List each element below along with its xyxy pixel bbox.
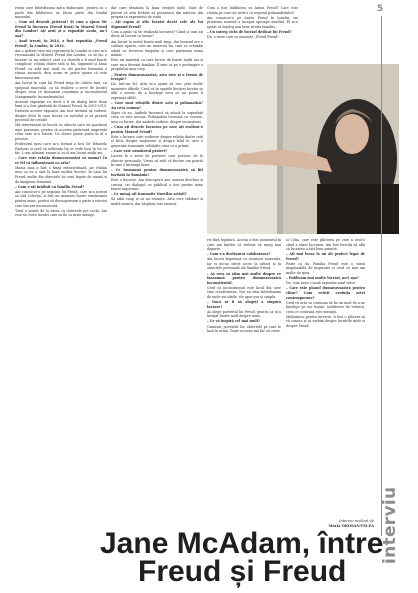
question-text: – Anul trecut, în 2014, a fost expoziția „Freud Freud", la Londra, în 2014. (15, 39, 107, 48)
paragraph: Lucrez la o serie de portrete care pornesc de la obiecte personale. Vreau să arăt că fiecare om poartă în sine o întreagă lume. (111, 154, 203, 168)
question-text: – Ce înseamnă pentru dumneavoastră să fiți invitată în România? (111, 168, 203, 177)
question-text: – Care sunt relațiile dintre artă și psihanaliză? Au ceva comun? (111, 101, 203, 110)
headline-line-1: Jane McAdam, între (100, 527, 384, 560)
question-text: – Care este relația dumneavoastră cu mama? În ce fel vă influențează ea arta? (15, 156, 107, 165)
question-text: – Ce mesaj ați transmite tinerilor artiști? (111, 192, 187, 197)
paragraph: Oamenii, poveștile lor, obiectele pe care le lasă în urmă. Toate acestea mă fac să creez. (207, 324, 281, 334)
question-text: – Cum s-a desfășurat colaborarea? (207, 252, 271, 257)
question-text: – Pentru dumneavoastră, arta este și o formă de terapie? (111, 72, 203, 82)
article-headline (10, 527, 384, 588)
paragraph: Mulțumesc pentru interviu. A fost o plăcere să vă cunosc și să vorbim despre lucrările mele și despre Freud. (286, 314, 365, 328)
question-text: – Cum v-ați întâlnit cu familia Freud? (15, 184, 85, 189)
text-column-4 (286, 238, 365, 520)
paragraph: Am lucrat în casa lui Freud timp de câteva luni, cu sprijinul muzeului, ca să realizez o serie de lucrări despre ceea ce înseamnă conștiința și inconștientul (Anagramele Inconștientului). (15, 81, 107, 99)
paragraph: Totul a pornit de la ideea că obiectele pot vorbi. Am vrut să creez lucrări care să fie ca niște mesaje. (15, 208, 107, 218)
question-text: – Publicăm mai multe lucrări, nu-i așa? (286, 276, 359, 281)
paragraph (111, 168, 203, 177)
paragraph (111, 125, 203, 134)
paragraph: Aș alege portretul lui Freud, pentru că m-a învățat foarte mult despre mine. (207, 309, 281, 319)
paragraph: Sigur că au. Ambele încearcă să aducă la suprafață ceea ce este ascuns. Psihanaliza lucrează cu cuvinte, arta cu forme, dar ambele vorbesc despre inconștient. (111, 110, 203, 124)
paragraph (207, 30, 298, 35)
paragraph: Este o lucrare care vorbește despre relația dintre tată și fiică, despre moștenire și despre felul în care o generație transmite celeilalte ceea ce a primit. (111, 134, 203, 148)
question-text: – Un întreg ciclu de lucrări dedicat lui Freud? (207, 29, 292, 34)
text-column-3-bottom (207, 238, 281, 520)
paragraph (111, 149, 203, 154)
paragraph (15, 156, 107, 165)
paragraph (111, 73, 203, 82)
paragraph (286, 286, 365, 300)
paragraph: Poate că da. Familia Freud este o sursă inepuizabilă de inspirație și cred că mai am multe de spus. (286, 261, 365, 276)
paragraph: Cred că arta va continua să fie un mod de a ne înțelege pe noi înșine. Indiferent de tehnică, ceea ce contează este mesajul. (286, 300, 365, 314)
paragraph: Să aibă curaj și să nu renunțe. Arta cere răbdare și multă muncă, dar răsplata este imensă. (111, 197, 203, 206)
paragraph: Da, într-un fel. Arta m-a ajutat să trec prin multe momente dificile. Cred că în spatele fiecărei lucrări se află o nevoie de a înțelege ceva ce nu poate fi exprimat altfel. (111, 82, 203, 100)
byline-author: Maria OROSAN-TELEA (328, 523, 374, 528)
section-sidebar (368, 4, 418, 593)
question-text: – Ați mai lucra la un alt proiect legat de Freud? (286, 252, 365, 261)
byline-intro: Interviu realizat de (339, 519, 374, 523)
paragraph (207, 252, 281, 257)
paragraph (286, 252, 365, 261)
paragraph (207, 319, 281, 324)
question-text: – Care este planul dumneavoastră pentru viitor? Cum vedeți evoluția artei contemporane? (286, 286, 365, 300)
headline-line-2: Freud și Freud (138, 555, 347, 588)
paragraph (111, 101, 203, 110)
question-text: – Cum ați descrie lucrarea pe care ați realizat-o pentru Muzeul Freud? (111, 125, 203, 134)
question-text: – Ce vă inspiră cel mai mult? (207, 319, 261, 324)
question-text: – Ați expus și alte lucrări decât cele ale lui Sigmund Freud? (111, 20, 203, 29)
section-divider-line (381, 16, 382, 536)
paragraph (207, 272, 281, 286)
paragraph: Este o bucurie. Am descoperit aici oameni deschiși și curioși, iar dialogul cu publicul a fost pentru mine foarte important. (111, 178, 203, 192)
question-text: – Care este următorul proiect? (111, 148, 168, 153)
paragraph (207, 300, 281, 309)
paragraph (286, 276, 365, 281)
paragraph: Da, vom avea o nouă expoziție anul viitor. (286, 281, 356, 286)
paragraph: rei fără legătură. Acesta a fost momentul în care am înțeles că trebuie să merg mai departe. (207, 238, 281, 252)
section-label: interviu (380, 486, 400, 564)
paragraph: Această expoziție s-a dorit a fi un dialog între două lumi și a fost găzduită de Muzeul Freud, în 2009-2010. Datorită acestei expoziții, am fost invitată să vorbesc despre felul în care lucrez cu metalul și să prezint procesul de creație. (15, 99, 107, 123)
paragraph: Profesorul meu care m-a format a fost Sir Eduardo Paolozzi și cred că influența lui se vede încă în tot ce fac. L-am admirat enorm și cu el am lucrat mulți ani. (15, 142, 107, 156)
paragraph: dar care rămânea la baza creației mele. Sunt de părere că arta trebuie să pornească din interior, din propria ta experiență de viață. (111, 6, 203, 20)
question-text: – Dacă ar fi să alegeți o singură lucrare? (207, 300, 281, 309)
question-text: – Aș vrea să știm mai multe despre ce înseamnă pentru dumneavoastră inconștientul. (207, 271, 281, 285)
page-number: 5 (376, 4, 384, 14)
paragraph: Cum a fost întâlnirea cu Anton Freud? Care este relația pe care ați avut-o cu nepotul psihanalistului? (207, 6, 298, 15)
paragraph (15, 20, 107, 38)
paragraph (111, 192, 203, 197)
text-column-2 (111, 6, 203, 520)
paragraph: Am cunoscut-o pe nepoata lui Freud, care m-a invitat să văd colecția. A fost un moment foarte emoționant pentru mine, pentru că descoperisem o parte a istoriei care îmi era necunoscută. (15, 189, 107, 208)
paragraph: Am lucrat împreună cu curatorii muzeului, iar ei mi-au oferit acces la arhivă și la obiectele personale ale familiei Freud. (207, 257, 281, 271)
paragraph (111, 20, 203, 29)
paragraph: Am lucrat în metal foarte mult timp, dar bronzul are o calitate aparte, este un material viu care se schimbă odată cu trecerea timpului și care păstrează urma mâinii. (111, 39, 203, 58)
paragraph: Este un material cu care lucrez de foarte mulți ani și care mi-a devenit familiar. Îl simt ca pe o prelungire a propriului meu corp. (111, 58, 203, 72)
paragraph: Cum a ajuns să fie realizată lucrarea? Când și cum ați decis să lucrați cu bronz? (111, 29, 203, 39)
paragraph: rentă care întotdeauna mă-a îmbucurat, pentru că o parte din biblioteca sa făcea parte din fondul muzeului. (15, 6, 107, 20)
paragraph (15, 185, 107, 190)
paragraph: Cred că inconștientul este locul din care vine creativitatea. Noi nu știm întotdeauna de unde vin ideile, ele apar pur și simplu. (207, 285, 281, 299)
question-text: – Cum ați devenit prieteni? Și cum a ajuns Sir Freud la lucrarea (Freud Bust) în Muzeul Freud din Londra? Ați avut și o expoziție acolo, nu-i așa? (15, 20, 107, 38)
paragraph: și Celia, care este plăcerea pe care a avut-o când a văzut lucrarea. Am fost fericită să aflu că lucrarea a fost bine primită. (286, 238, 365, 252)
text-column-1 (15, 6, 107, 520)
paragraph: Am cunoscut-o pe Anton Freud în Londra, iar prietenia noastră a început aproape imediat. El m-a ajutat să înțeleg mai bine istoria familiei. (207, 15, 298, 29)
paragraph: Da, o serie care se numește „Freud Freud". (207, 35, 280, 40)
paragraph: Mama mea a fost o ființă extraordinară, iar relația mea cu ea a stat la baza multor lucrări. În casa lui Freud, multe din obiectele lui sunt legate de mamă și de imaginea feminină. (15, 165, 107, 184)
paragraph: Am o galerie care mă reprezintă în Londra și care m-a recomandat la Muzeul Freud din Londra, ca să fac o lucrare cu un subiect care s-a dovedit a fi unul foarte complicat: relația dintre tată și fiu, Sigmund și Anna Freud, cu atât mai mult cu cât partea feminină a rămas ascunsă, deși acum se poate spune că este binecunoscută. (15, 48, 107, 80)
paragraph (15, 39, 107, 48)
paragraph: Mă interesează să lucrez cu obiecte care au aparținut unei persoane, pentru că acestea păstrează amprenta celui care le-a folosit. Un obiect poate purta în el o poveste. (15, 123, 107, 141)
